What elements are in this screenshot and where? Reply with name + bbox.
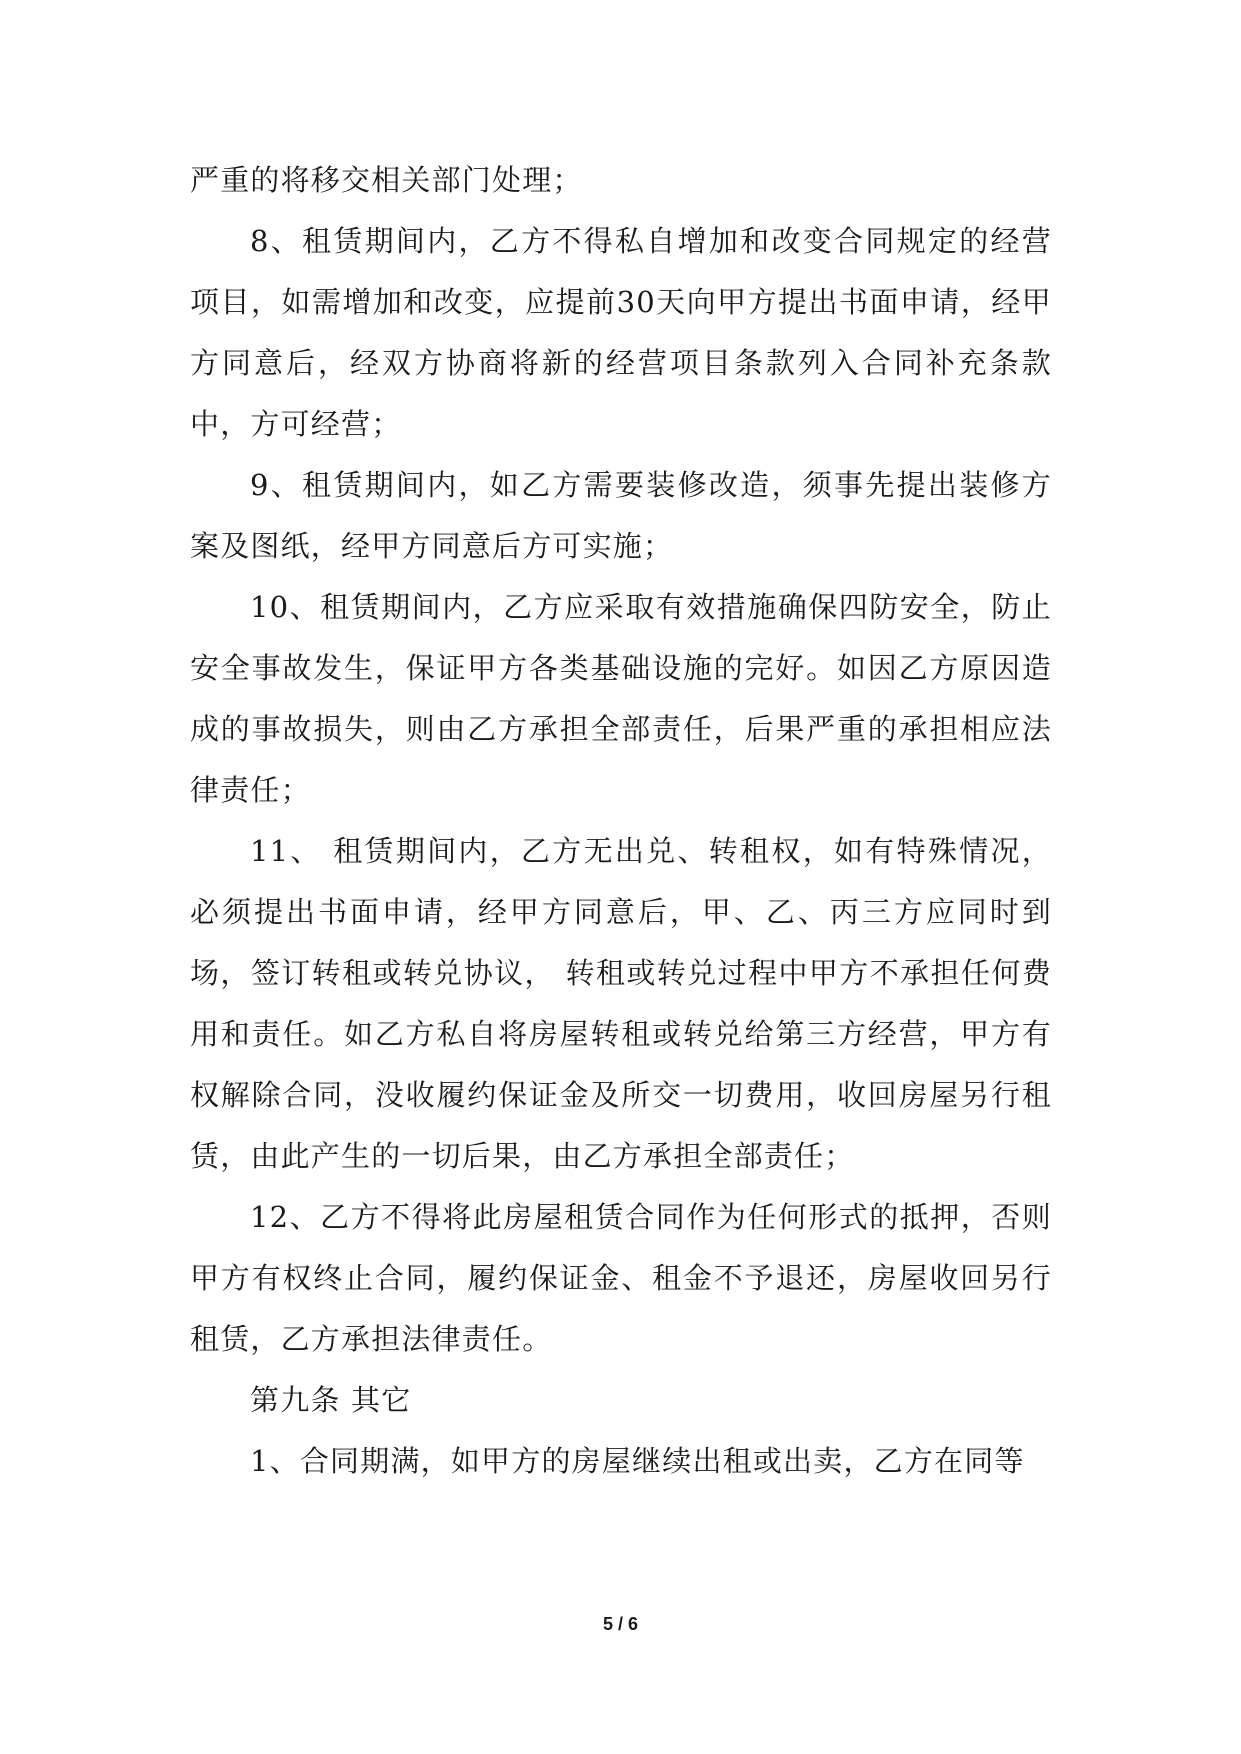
paragraph-continuation: 严重的将移交相关部门处理；: [190, 163, 583, 197]
clause-9: 9、租赁期间内，如乙方需要装修改造，须事先提出装修方案及图纸，经甲方同意后方可实施；: [190, 468, 1052, 563]
section-heading-article-9: 第九条 其它: [250, 1383, 412, 1417]
clause-11: 11、 租赁期间内，乙方无出兑、转租权，如有特殊情况，必须提出书面申请，经甲方同意后，甲、乙、丙三方应同时到场，签订转租或转兑协议， 转租或转兑过程中甲方不承担任何费用和责任。如乙方私自将房屋转租或转兑给第三方经营，甲方有权解除合同，没收履约保证金及所交一切费用，收回房屋另行租赁，由此产生的一切后果，由乙方承担全部责任；: [190, 834, 1052, 1173]
clause-12: 12、乙方不得将此房屋租赁合同作为任何形式的抵押，否则甲方有权终止合同，履约保证金、租金不予退还，房屋收回另行租赁，乙方承担法律责任。: [190, 1200, 1052, 1356]
clause-8: 8、租赁期间内，乙方不得私自增加和改变合同规定的经营项目，如需增加和改变，应提前30天向甲方提出书面申请，经甲方同意后，经双方协商将新的经营项目条款列入合同补充条款中，方可经营；: [190, 224, 1052, 441]
article-9-clause-1: 1、合同期满，如甲方的房屋继续出租或出卖，乙方在同等: [250, 1444, 1025, 1478]
document-body: [190, 150, 1052, 1492]
page-number: 5 / 6: [602, 1614, 639, 1634]
clause-10: 10、租赁期间内，乙方应采取有效措施确保四防安全，防止安全事故发生，保证甲方各类基础设施的完好。如因乙方原因造成的事故损失，则由乙方承担全部责任，后果严重的承担相应法律责任；: [190, 590, 1052, 807]
